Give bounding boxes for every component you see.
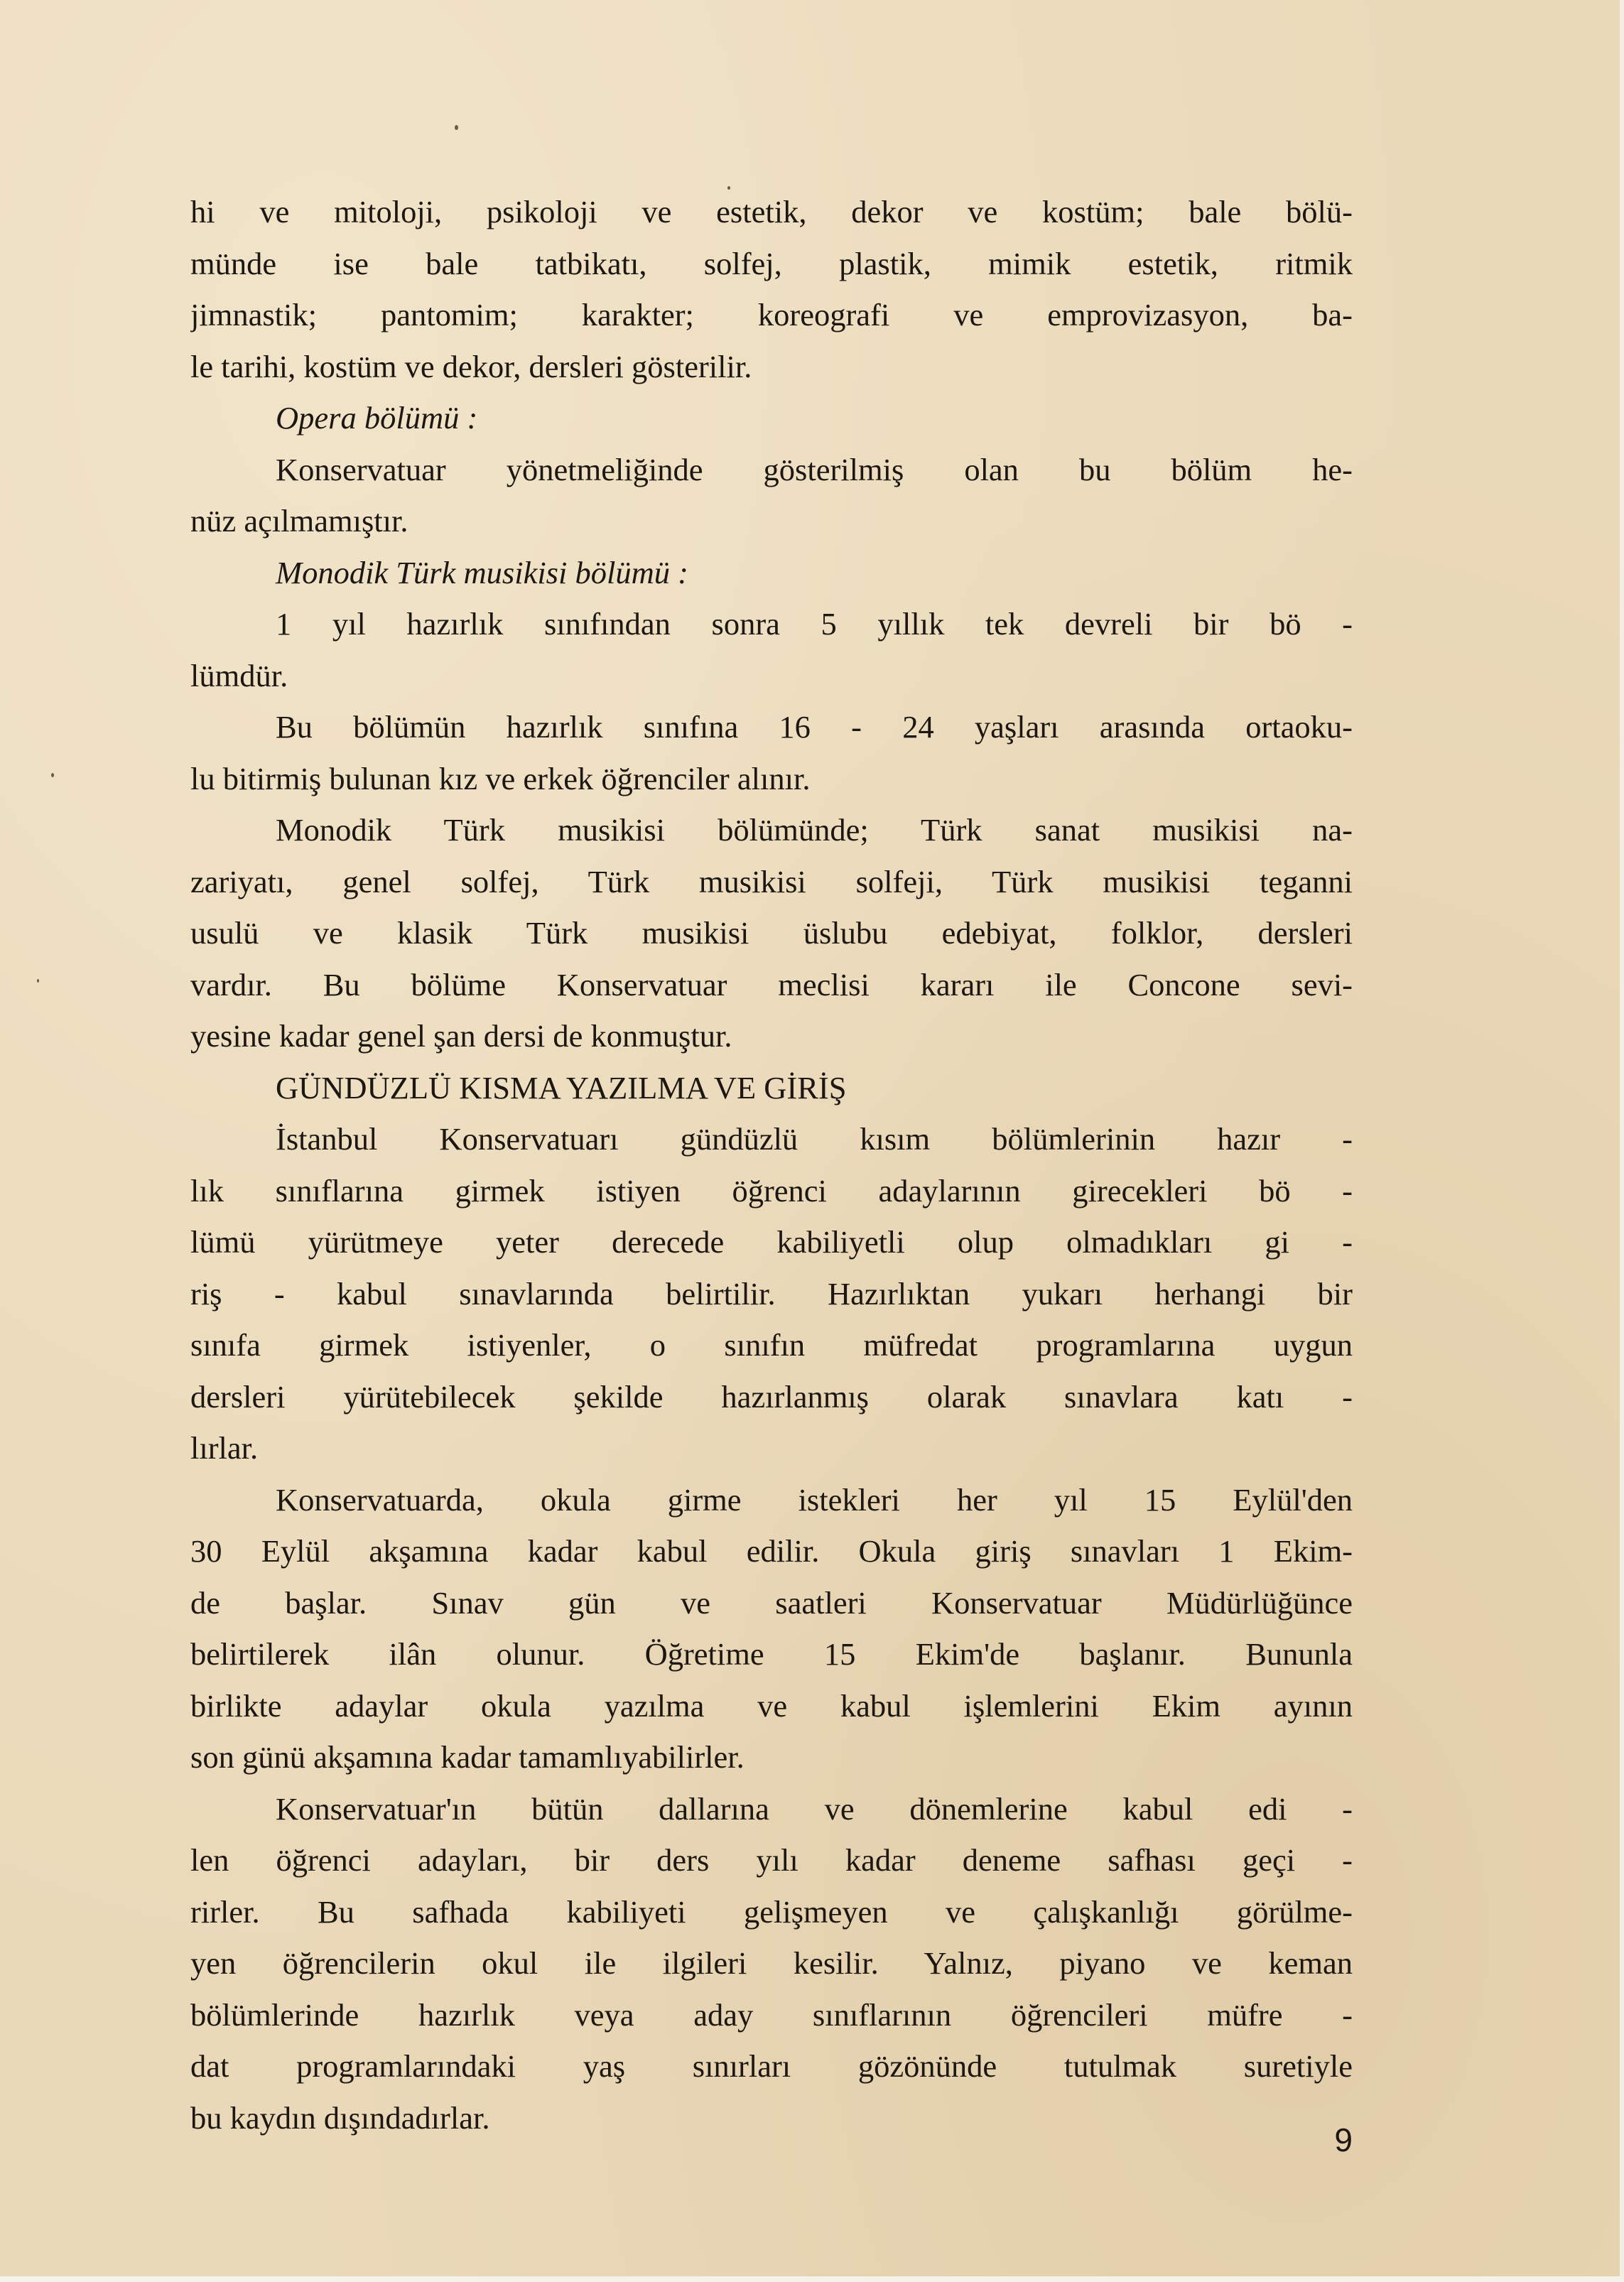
ink-speck (455, 125, 458, 130)
text-line: riş - kabul sınavlarında belirtilir. Hazırlıktan yukarı herhangi bir (190, 1275, 1353, 1312)
ink-speck (37, 979, 39, 983)
text-line: lık sınıflarına girmek istiyen öğrenci adaylarının girecekleri bö - (190, 1172, 1353, 1208)
text-line: le tarihi, kostüm ve dekor, dersleri gösterilir. (190, 348, 752, 384)
text-line: usulü ve klasik Türk musikisi üslubu edebiyat, folklor, dersleri (190, 915, 1353, 951)
text-line: Monodik Türk musikisi bölümünde; Türk sanat musikisi na- (276, 812, 1353, 848)
text-line: 1 yıl hazırlık sınıfından sonra 5 yıllık tek devreli bir bö - (276, 606, 1353, 642)
text-line: Konservatuarda, okula girme istekleri her yıl 15 Eylül'den (276, 1481, 1353, 1518)
text-line: Konservatuar'ın bütün dallarına ve dönemlerine kabul edi - (276, 1790, 1353, 1827)
text-line: lu bitirmiş bulunan kız ve erkek öğrenciler alınır. (190, 760, 811, 796)
text-line: lümü yürütmeye yeter derecede kabiliyetli olup olmadıkları gi - (190, 1224, 1353, 1260)
text-line: yesine kadar genel şan dersi de konmuştur. (190, 1018, 732, 1054)
text-line: vardır. Bu bölüme Konservatuar meclisi kararı ile Concone sevi- (190, 966, 1353, 1002)
text-line: münde ise bale tatbikatı, solfej, plastik, mimik estetik, ritmik (190, 245, 1353, 281)
text-line: lırlar. (190, 1430, 259, 1466)
text-line: dersleri yürütebilecek şekilde hazırlanmış olarak sınavlara katı - (190, 1378, 1353, 1415)
text-line: hi ve mitoloji, psikoloji ve estetik, dekor ve kostüm; bale bölü- (190, 194, 1353, 229)
text-line: nüz açılmamıştır. (190, 503, 408, 539)
text-line: Konservatuar yönetmeliğinde gösterilmiş olan bu bölüm he- (276, 451, 1353, 487)
page-number: 9 (1334, 2121, 1353, 2158)
section-heading-monodik: Monodik Türk musikisi bölümü : (276, 554, 688, 590)
body-text (190, 186, 1353, 2143)
text-line: bölümlerinde hazırlık veya aday sınıflarının öğrencileri müfre - (190, 1996, 1353, 2033)
text-line: de başlar. Sınav gün ve saatleri Konservatuar Müdürlüğünce (190, 1584, 1353, 1621)
section-heading-opera: Opera bölümü : (276, 400, 478, 436)
text-line: zariyatı, genel solfej, Türk musikisi solfeji, Türk musikisi teganni (190, 863, 1353, 899)
text-line: dat programlarındaki yaş sınırları gözönünde tutulmak suretiyle (190, 2048, 1353, 2084)
text-line: bu kaydın dışındadırlar. (190, 2099, 490, 2136)
text-line: son günü akşamına kadar tamamlıyabilirler. (190, 1739, 745, 1775)
text-line: sınıfa girmek istiyenler, o sınıfın müfredat programlarına uygun (190, 1327, 1353, 1363)
text-line: birlikte adaylar okula yazılma ve kabul işlemlerini Ekim ayının (190, 1687, 1353, 1724)
text-line: lümdür. (190, 657, 288, 693)
ink-speck (51, 773, 54, 777)
text-line: len öğrenci adayları, bir ders yılı kadar deneme safhası geçi - (190, 1842, 1353, 1878)
section-heading-gunduzlu: GÜNDÜZLÜ KISMA YAZILMA VE GİRİŞ (276, 1069, 847, 1105)
text-line: rirler. Bu safhada kabiliyeti gelişmeyen ve çalışkanlığı görülme- (190, 1893, 1353, 1930)
text-line: yen öğrencilerin okul ile ilgileri kesilir. Yalnız, piyano ve keman (190, 1945, 1353, 1981)
text-line: Bu bölümün hazırlık sınıfına 16 - 24 yaşları arasında ortaoku- (276, 709, 1353, 745)
text-line: jimnastik; pantomim; karakter; koreografi ve emprovizasyon, ba- (190, 297, 1353, 332)
text-line: 30 Eylül akşamına kadar kabul edilir. Okula giriş sınavları 1 Ekim- (190, 1533, 1353, 1569)
text-line: İstanbul Konservatuarı gündüzlü kısım bölümlerinin hazır - (276, 1121, 1353, 1157)
text-line: belirtilerek ilân olunur. Öğretime 15 Ekim'de başlanır. Bununla (190, 1636, 1353, 1672)
